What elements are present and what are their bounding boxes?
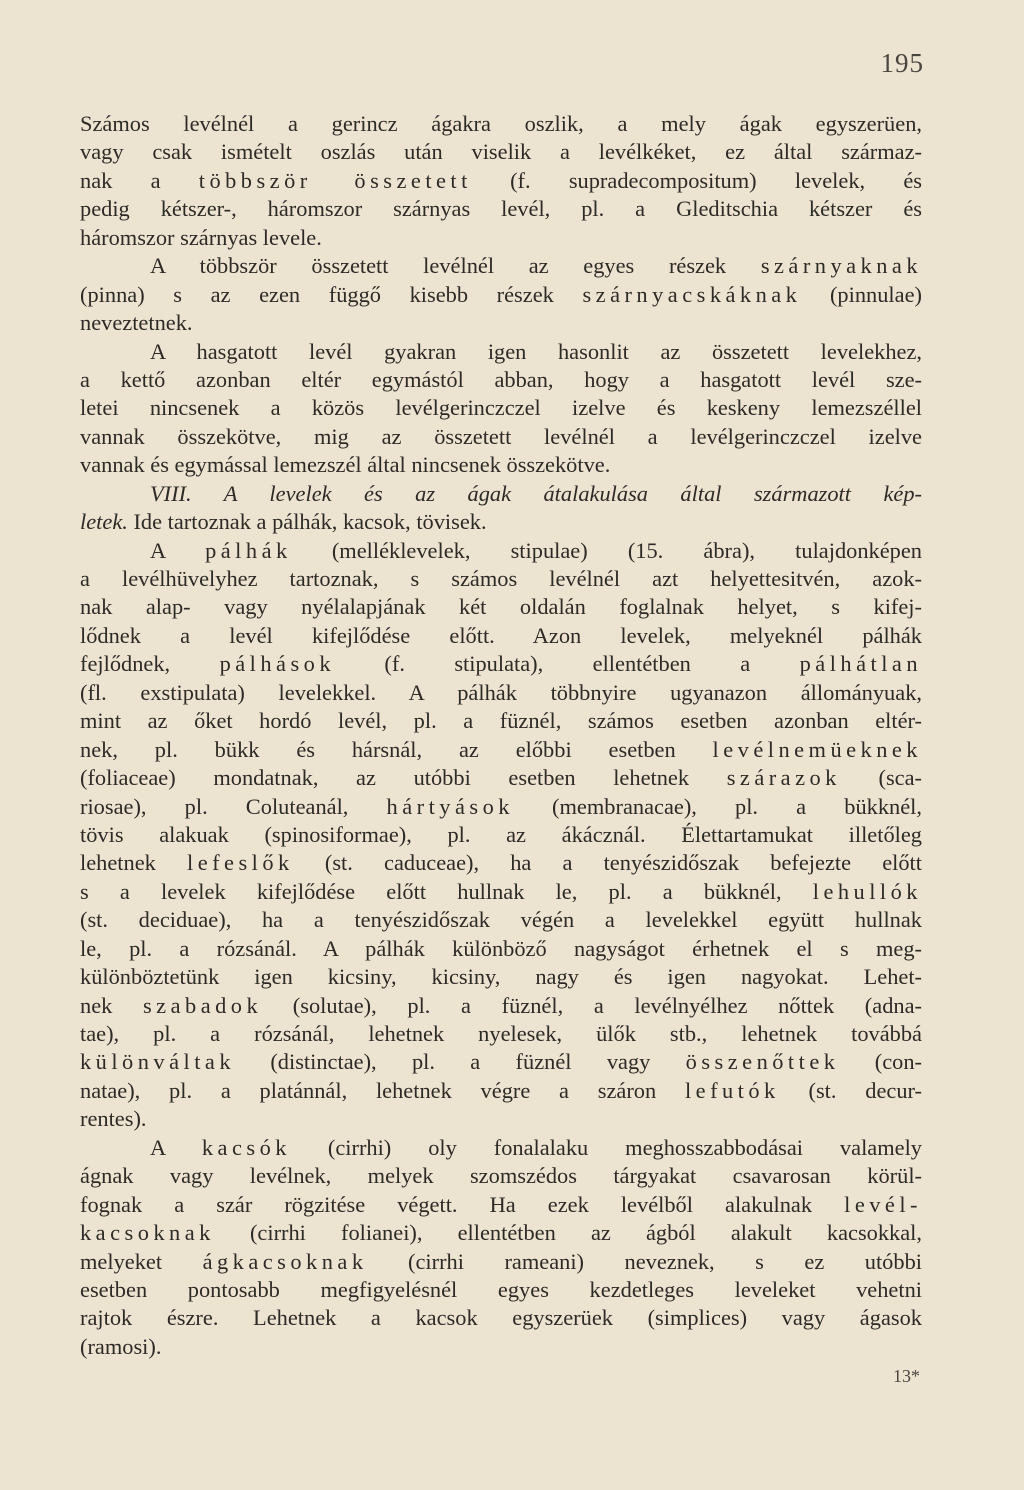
spaced-term: pálhások: [219, 651, 335, 677]
text-line: [80, 622, 922, 650]
text-line: [80, 1304, 922, 1332]
text-run: A hasgatott levél gyakran igen hasonlit az összetett levelekhez,: [150, 338, 922, 364]
text-line: [80, 110, 922, 138]
text-run: (pinnulae): [801, 281, 922, 307]
text-line: [80, 1077, 922, 1105]
text-run: fejlődnek,: [80, 651, 220, 677]
spaced-term: különváltak: [80, 1049, 235, 1075]
spaced-term: hártyások: [386, 793, 514, 819]
spaced-term: szabadok: [142, 992, 263, 1018]
text-run: (ramosi).: [80, 1333, 162, 1359]
body-text: [80, 110, 922, 1361]
text-line: [80, 878, 922, 906]
text-run: (pinna) s az ezen függő kisebb részek: [80, 281, 583, 307]
text-run: háromszor szárnyas levele.: [80, 224, 322, 250]
text-run: natae), pl. a platánnál, lehetnek végre a száron: [80, 1077, 685, 1103]
text-line: [80, 451, 922, 479]
text-run: pedig kétszer-, háromszor szárnyas levél, pl. a Gleditschia kétszer és: [80, 196, 922, 222]
text-run: tövis alakuak (spinosiformae), pl. az ákácznál. Élettartamukat illetőleg: [80, 821, 922, 847]
spaced-term: ágkacsoknak: [202, 1248, 368, 1274]
spaced-term: többször összetett: [198, 167, 472, 193]
text-line: [80, 764, 922, 792]
text-run: (st. decur-: [779, 1077, 922, 1103]
text-line: [80, 1020, 922, 1048]
text-line: [80, 423, 922, 451]
text-line: [80, 309, 922, 337]
text-line: [80, 1134, 922, 1162]
text-run: melyeket: [80, 1248, 203, 1274]
text-run: (f. stipulata), ellentétben a: [335, 651, 800, 677]
text-line: [80, 1276, 922, 1304]
text-line: [80, 195, 922, 223]
spaced-term: lefutók: [684, 1077, 780, 1103]
text-line: [80, 992, 922, 1020]
text-line: [80, 252, 922, 280]
text-run: (st. caduceae), ha a tenyészidőszak befejezte előtt: [293, 850, 922, 876]
text-line: [80, 1191, 922, 1219]
text-run: nak a: [80, 167, 199, 193]
spaced-term: pálhák: [205, 537, 292, 563]
spaced-term: levél-: [844, 1191, 922, 1217]
text-run: a kettő azonban eltér egymástól abban, hogy a hasgatott levél sze-: [80, 366, 922, 392]
text-run: le, pl. a rózsánál. A pálhák különböző nagyságot érhetnek el s meg-: [80, 935, 922, 961]
text-line: [80, 1248, 922, 1276]
text-run: riosae), pl. Coluteanál,: [80, 793, 387, 819]
spaced-term: összenőttek: [685, 1049, 840, 1075]
text-line: [80, 508, 922, 536]
text-run: Számos levélnél a gerincz ágakra oszlik, a mely ágak egyszerüen,: [80, 111, 922, 136]
text-line: [80, 1048, 922, 1076]
text-run: esetben pontosabb megfigyelésnél egyes kezdetleges leveleket vehetni: [80, 1276, 922, 1302]
text-run: lődnek a levél kifejlődése előtt. Azon levelek, melyeknél pálhák: [80, 622, 922, 648]
text-run: letei nincsenek a közös levélgerinczczel izelve és keskeny lemezszéllel: [80, 395, 922, 421]
text-run: rajtok észre. Lehetnek a kacsok egyszerüek (simplices) vagy ágasok: [80, 1305, 922, 1331]
text-run: különböztetünk igen kicsiny, kicsiny, nagy és igen nagyokat. Lehet-: [80, 964, 922, 990]
text-run: rentes).: [80, 1106, 147, 1132]
text-line: [80, 1105, 922, 1133]
text-run: A többször összetett levélnél az egyes részek: [150, 253, 761, 279]
text-line: [80, 963, 922, 991]
text-run: (distinctae), pl. a füznél vagy: [235, 1049, 686, 1075]
text-run: vagy csak ismételt oszlás után viselik a levélkéket, ez által származ-: [80, 139, 922, 165]
text-line: [80, 736, 922, 764]
text-run: lehetnek: [80, 850, 187, 876]
text-line: [80, 849, 922, 877]
text-run: Ide tartoznak a pálhák, kacsok, tövisek.: [127, 509, 487, 535]
text-run: (solutae), pl. a füznél, a levélnyélhez nőttek (adna-: [262, 992, 922, 1018]
text-run: fognak a szár rögzitése végett. Ha ezek levélből alakulnak: [80, 1191, 845, 1217]
text-line: [80, 1162, 922, 1190]
text-run: a levélhüvelyhez tartoznak, s számos levélnél azt helyettesitvén, azok-: [80, 566, 922, 591]
text-line: [80, 338, 922, 366]
text-line: [80, 650, 922, 678]
spaced-term: szárnyacskáknak: [582, 281, 802, 307]
text-line: [80, 1219, 922, 1247]
spaced-term: levélnemüeknek: [712, 736, 922, 762]
text-line: [80, 593, 922, 621]
text-line: [80, 935, 922, 963]
text-line: [80, 138, 922, 166]
text-run: nak alap- vagy nyélalapjának két oldalán foglalnak helyet, s kifej-: [80, 594, 922, 620]
text-line: [80, 366, 922, 394]
spaced-term: kacsók: [201, 1134, 291, 1160]
text-run: (membranacae), pl. a bükknél,: [513, 793, 922, 819]
text-run: ágnak vagy levélnek, melyek szomszédos tárgyakat csavarosan körül-: [80, 1163, 922, 1189]
text-run: mint az őket hordó levél, pl. a füznél, számos esetben azonban eltér-: [80, 708, 922, 734]
spaced-term: kacsoknak: [80, 1220, 215, 1246]
spaced-term: lefeslők: [187, 850, 294, 876]
spaced-term: szárazok: [726, 765, 841, 791]
text-run: (con-: [839, 1049, 922, 1075]
text-run: nek: [80, 992, 143, 1018]
text-line: [80, 821, 922, 849]
text-run: (fl. exstipulata) levelekkel. A pálhák többnyire ugyanazon állományuak,: [80, 679, 922, 705]
text-run: vannak összekötve, mig az összetett levélnél a levélgerinczczel izelve: [80, 423, 922, 449]
text-run: neveztetnek.: [80, 310, 193, 336]
text-line: [80, 565, 922, 593]
text-line: [80, 281, 922, 309]
text-line: [80, 167, 922, 195]
text-line: [80, 707, 922, 735]
spaced-term: pálhátlan: [799, 651, 922, 677]
signature-mark: 13*: [893, 1366, 920, 1386]
text-run: (foliaceae) mondatnak, az utóbbi esetben lehetnek: [80, 765, 727, 791]
text-run: (cirrhi folianei), ellentétben az ágból alakult kacsokkal,: [214, 1220, 922, 1246]
text-line: [80, 1333, 922, 1361]
text-run: (cirrhi) oly fonalalaku meghosszabbodásai valamely: [290, 1134, 922, 1160]
text-run: A: [150, 537, 206, 563]
text-run: (st. deciduae), ha a tenyészidőszak végén a levelekkel együtt hullnak: [80, 907, 922, 933]
text-line: [80, 679, 922, 707]
text-line: [80, 224, 922, 252]
spaced-term: lehullók: [812, 878, 922, 904]
text-run: tae), pl. a rózsánál, lehetnek nyelesek, ülők stb., lehetnek továbbá: [80, 1021, 922, 1046]
italic-heading: letek.: [80, 509, 128, 535]
spaced-term: szárnyaknak: [760, 253, 922, 279]
page-number: 195: [880, 48, 924, 78]
text-run: s a levelek kifejlődése előtt hullnak le, pl. a bükknél,: [80, 878, 813, 904]
text-run: A: [150, 1134, 202, 1160]
text-line: [80, 906, 922, 934]
text-run: nek, pl. bükk és hársnál, az előbbi esetben: [80, 736, 713, 762]
italic-heading: VIII. A levelek és az ágak átalakulása által származott kép-: [150, 480, 922, 506]
text-line: [80, 793, 922, 821]
text-run: (cirrhi rameani) neveznek, s ez utóbbi: [367, 1248, 922, 1274]
text-run: vannak és egymással lemezszél által nincsenek összekötve.: [80, 452, 611, 478]
text-run: (sca-: [840, 765, 922, 791]
text-run: (melléklevelek, stipulae) (15. ábra), tulajdonképen: [291, 537, 922, 563]
text-line: [80, 394, 922, 422]
text-line: [80, 537, 922, 565]
text-run: (f. supradecompositum) levelek, és: [471, 167, 922, 193]
text-line: [80, 480, 922, 508]
